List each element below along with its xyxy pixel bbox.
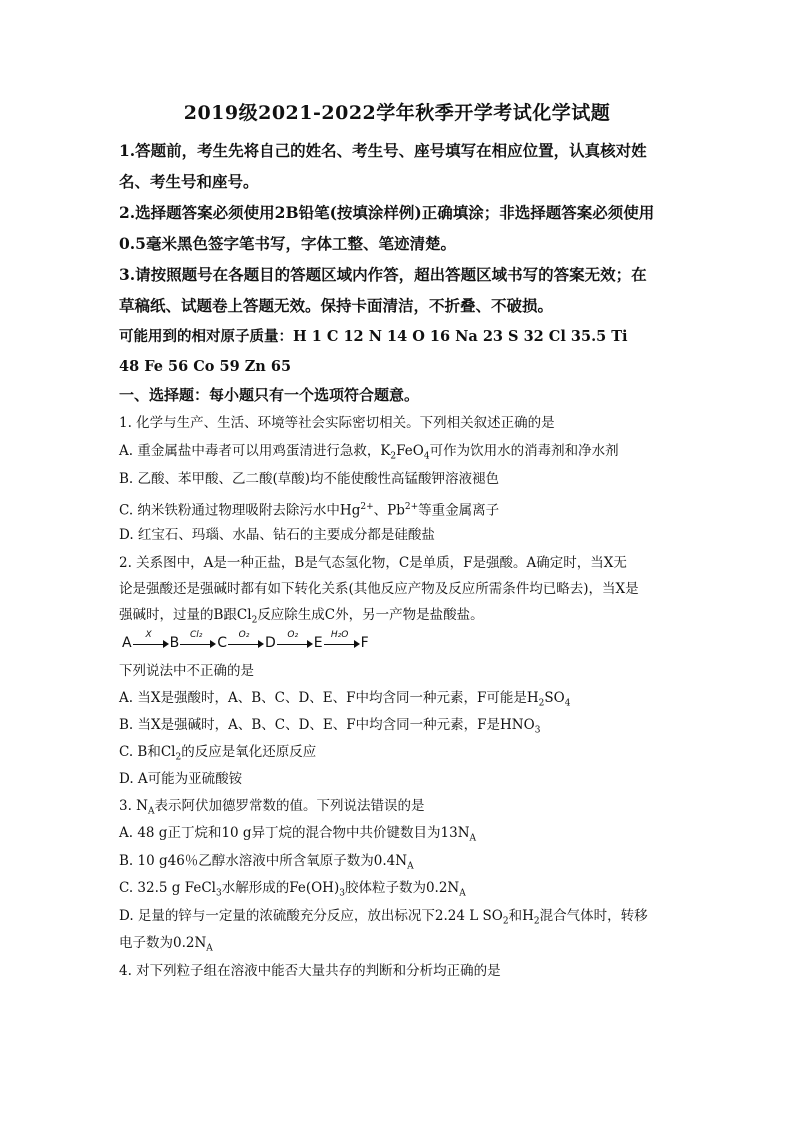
q2-a-sub1: 2 [538, 698, 545, 709]
exam-title: 2019级2021-2022学年秋季开学考试化学试题 [183, 102, 611, 124]
q1-option-a [119, 440, 679, 468]
q3-b-sub: A [407, 861, 414, 872]
q3-c-mid: 水解形成的Fe(OH) [221, 880, 340, 896]
instruction-2-line2: 0.5毫米黑色签字笔书写，字体工整、笔迹清楚。 [119, 234, 456, 253]
q3-d-sub1: 2 [502, 916, 509, 927]
q2-option-d: D. A可能为亚硫酸铵 [119, 771, 243, 787]
chain-arrow-3-label: O₂ [238, 630, 250, 640]
q2-c-pre: C. B和Cl [119, 744, 176, 760]
q2-a-mid: SO [544, 690, 565, 706]
q3-c-sub1: 3 [215, 888, 222, 899]
chain-arrow-2-label: Cl₂ [189, 630, 203, 640]
chain-node-b: B [169, 635, 180, 651]
q1-a-sub2: 4 [423, 451, 430, 462]
chain-arrow-2 [180, 632, 216, 654]
chain-node-e: E [313, 635, 323, 651]
q3-c-sub2: 3 [339, 888, 345, 899]
q3-stem-post: 表示阿伏加德罗常数的值。下列说法错误的是 [154, 798, 425, 814]
q2-stem-line2: 论是强酸还是强碱时都有如下转化关系(其他反应产物及反应所需条件均已略去)，当X是 [119, 581, 639, 597]
chain-node-f: F [360, 635, 369, 651]
q1-c-post: 等重金属离子 [418, 502, 500, 519]
q3-c-pre: C. 32.5 g FeCl [119, 880, 216, 896]
q2-a-pre: A. 当X是强酸时，A、B、C、D、E、F中均含同一种元素，F可能是H [119, 690, 539, 706]
q3-option-d-line1 [119, 905, 679, 933]
q1-option-d: D. 红宝石、玛瑙、水晶、钻石的主要成分都是硅酸盐 [119, 527, 435, 543]
q2-stem-line3 [119, 604, 679, 632]
q2-stem3-post: 反应除生成C外，另一产物是盐酸盐。 [257, 607, 484, 623]
q3-stem-sub: A [147, 806, 155, 817]
q3-stem [119, 795, 679, 823]
q3-stem-pre: 3. N [119, 798, 148, 814]
chain-arrow-1-label: X [145, 630, 152, 640]
atomic-masses-line1: 可能用到的相对原子质量：H 1 C 12 N 14 O 16 Na 23 S 32 Cl 35.5 Ti [119, 328, 628, 345]
chain-arrow-4-label: O₂ [287, 630, 299, 640]
q3-c-sub3: A [459, 888, 466, 899]
atomic-masses-line2: 48 Fe 56 Co 59 Zn 65 [119, 358, 292, 375]
q2-b-sub: 3 [534, 725, 541, 736]
q2-option-b [119, 714, 679, 742]
q3-c-mid2: 胶体粒子数为0.2N [344, 880, 460, 896]
chain-arrow-5-label: H₂O [330, 630, 349, 640]
q3-d-post: 混合气体时，转移 [539, 908, 648, 924]
q1-c-pre: C. 纳米铁粉通过物理吸附去除污水中Hg [119, 502, 361, 519]
chain-node-a: A [122, 635, 132, 651]
q3-option-a [119, 822, 679, 850]
reaction-chain [121, 632, 370, 654]
q1-option-c [119, 496, 679, 522]
q1-a-pre: A. 重金属盐中毒者可以用鸡蛋清进行急救，K [119, 443, 391, 459]
chain-arrow-3 [228, 632, 264, 654]
q1-c-sup1: 2+ [360, 502, 374, 512]
q1-a-mid: FeO [396, 443, 424, 459]
q2-stem3-pre: 强碱时，过量的B跟Cl [119, 607, 252, 623]
q3-b-pre: B. 10 g46％乙醇水溶液中所含氧原子数为0.4N [119, 853, 408, 869]
chain-arrow-5 [324, 632, 360, 654]
chain-node-c: C [217, 635, 227, 651]
q3-a-pre: A. 48 g正丁烷和10 g异丁烷的混合物中共价键数目为13N [119, 825, 470, 841]
q2-a-sub2: 4 [564, 698, 571, 709]
q2-stem3-sub: 2 [251, 615, 258, 626]
q2-option-a [119, 687, 679, 715]
q1-a-post: 可作为饮用水的消毒剂和净水剂 [429, 443, 619, 459]
q3-d-pre: D. 足量的锌与一定量的浓硫酸充分反应，放出标况下2.24 L SO [119, 908, 503, 924]
instruction-2-line1: 2.选择题答案必须使用2B铅笔(按填涂样例)正确填涂；非选择题答案必须使用 [119, 203, 655, 222]
q3-d-mid: 和H [508, 908, 534, 924]
section-heading: 一、选择题：每小题只有一个选项符合题意。 [119, 386, 420, 404]
q2-b-text: B. 当X是强碱时，A、B、C、D、E、F中均含同一种元素，F是HNO [119, 717, 535, 733]
q3-option-d-line2 [119, 932, 679, 960]
instruction-1-line1: 1.答题前，考生先将自己的姓名、考生号、座号填写在相应位置，认真核对姓 [119, 141, 647, 160]
q3-d2-pre: 电子数为0.2N [119, 935, 207, 951]
q3-a-sub: A [469, 833, 477, 844]
chain-node-d: D [264, 635, 276, 651]
q2-prompt: 下列说法中不正确的是 [119, 663, 254, 679]
chain-arrow-4 [277, 632, 313, 654]
q3-d-sub2: 2 [533, 916, 540, 927]
q1-stem: 1. 化学与生产、生活、环境等社会实际密切相关。下列相关叙述正确的是 [119, 415, 555, 431]
q3-option-c [119, 877, 679, 905]
instruction-3-line2: 草稿纸、试题卷上答题无效。保持卡面清洁，不折叠、不破损。 [119, 296, 554, 315]
q1-c-sup2: 2+ [404, 502, 419, 512]
q2-c-sub: 2 [175, 752, 182, 763]
q1-a-sub1: 2 [390, 451, 397, 462]
q2-option-c [119, 741, 679, 769]
q1-c-mid: 、Pb [373, 502, 405, 519]
q4-stem: 4. 对下列粒子组在溶液中能否大量共存的判断和分析均正确的是 [119, 963, 501, 979]
q3-d2-sub: A [206, 943, 213, 954]
q2-c-post: 的反应是氧化还原反应 [181, 744, 317, 760]
chain-arrow-1 [133, 632, 169, 654]
instruction-3-line1: 3.请按照题号在各题目的答题区域内作答，超出答题区域书写的答案无效；在 [119, 265, 647, 284]
q1-option-b: B. 乙酸、苯甲酸、乙二酸(草酸)均不能使酸性高锰酸钾溶液褪色 [119, 471, 500, 487]
instruction-1-line2: 名、考生号和座号。 [119, 172, 259, 191]
q3-option-b [119, 850, 679, 878]
q2-stem-line1: 2. 关系图中，A是一种正盐，B是气态氢化物，C是单质，F是强酸。A确定时，当X无 [119, 555, 627, 571]
